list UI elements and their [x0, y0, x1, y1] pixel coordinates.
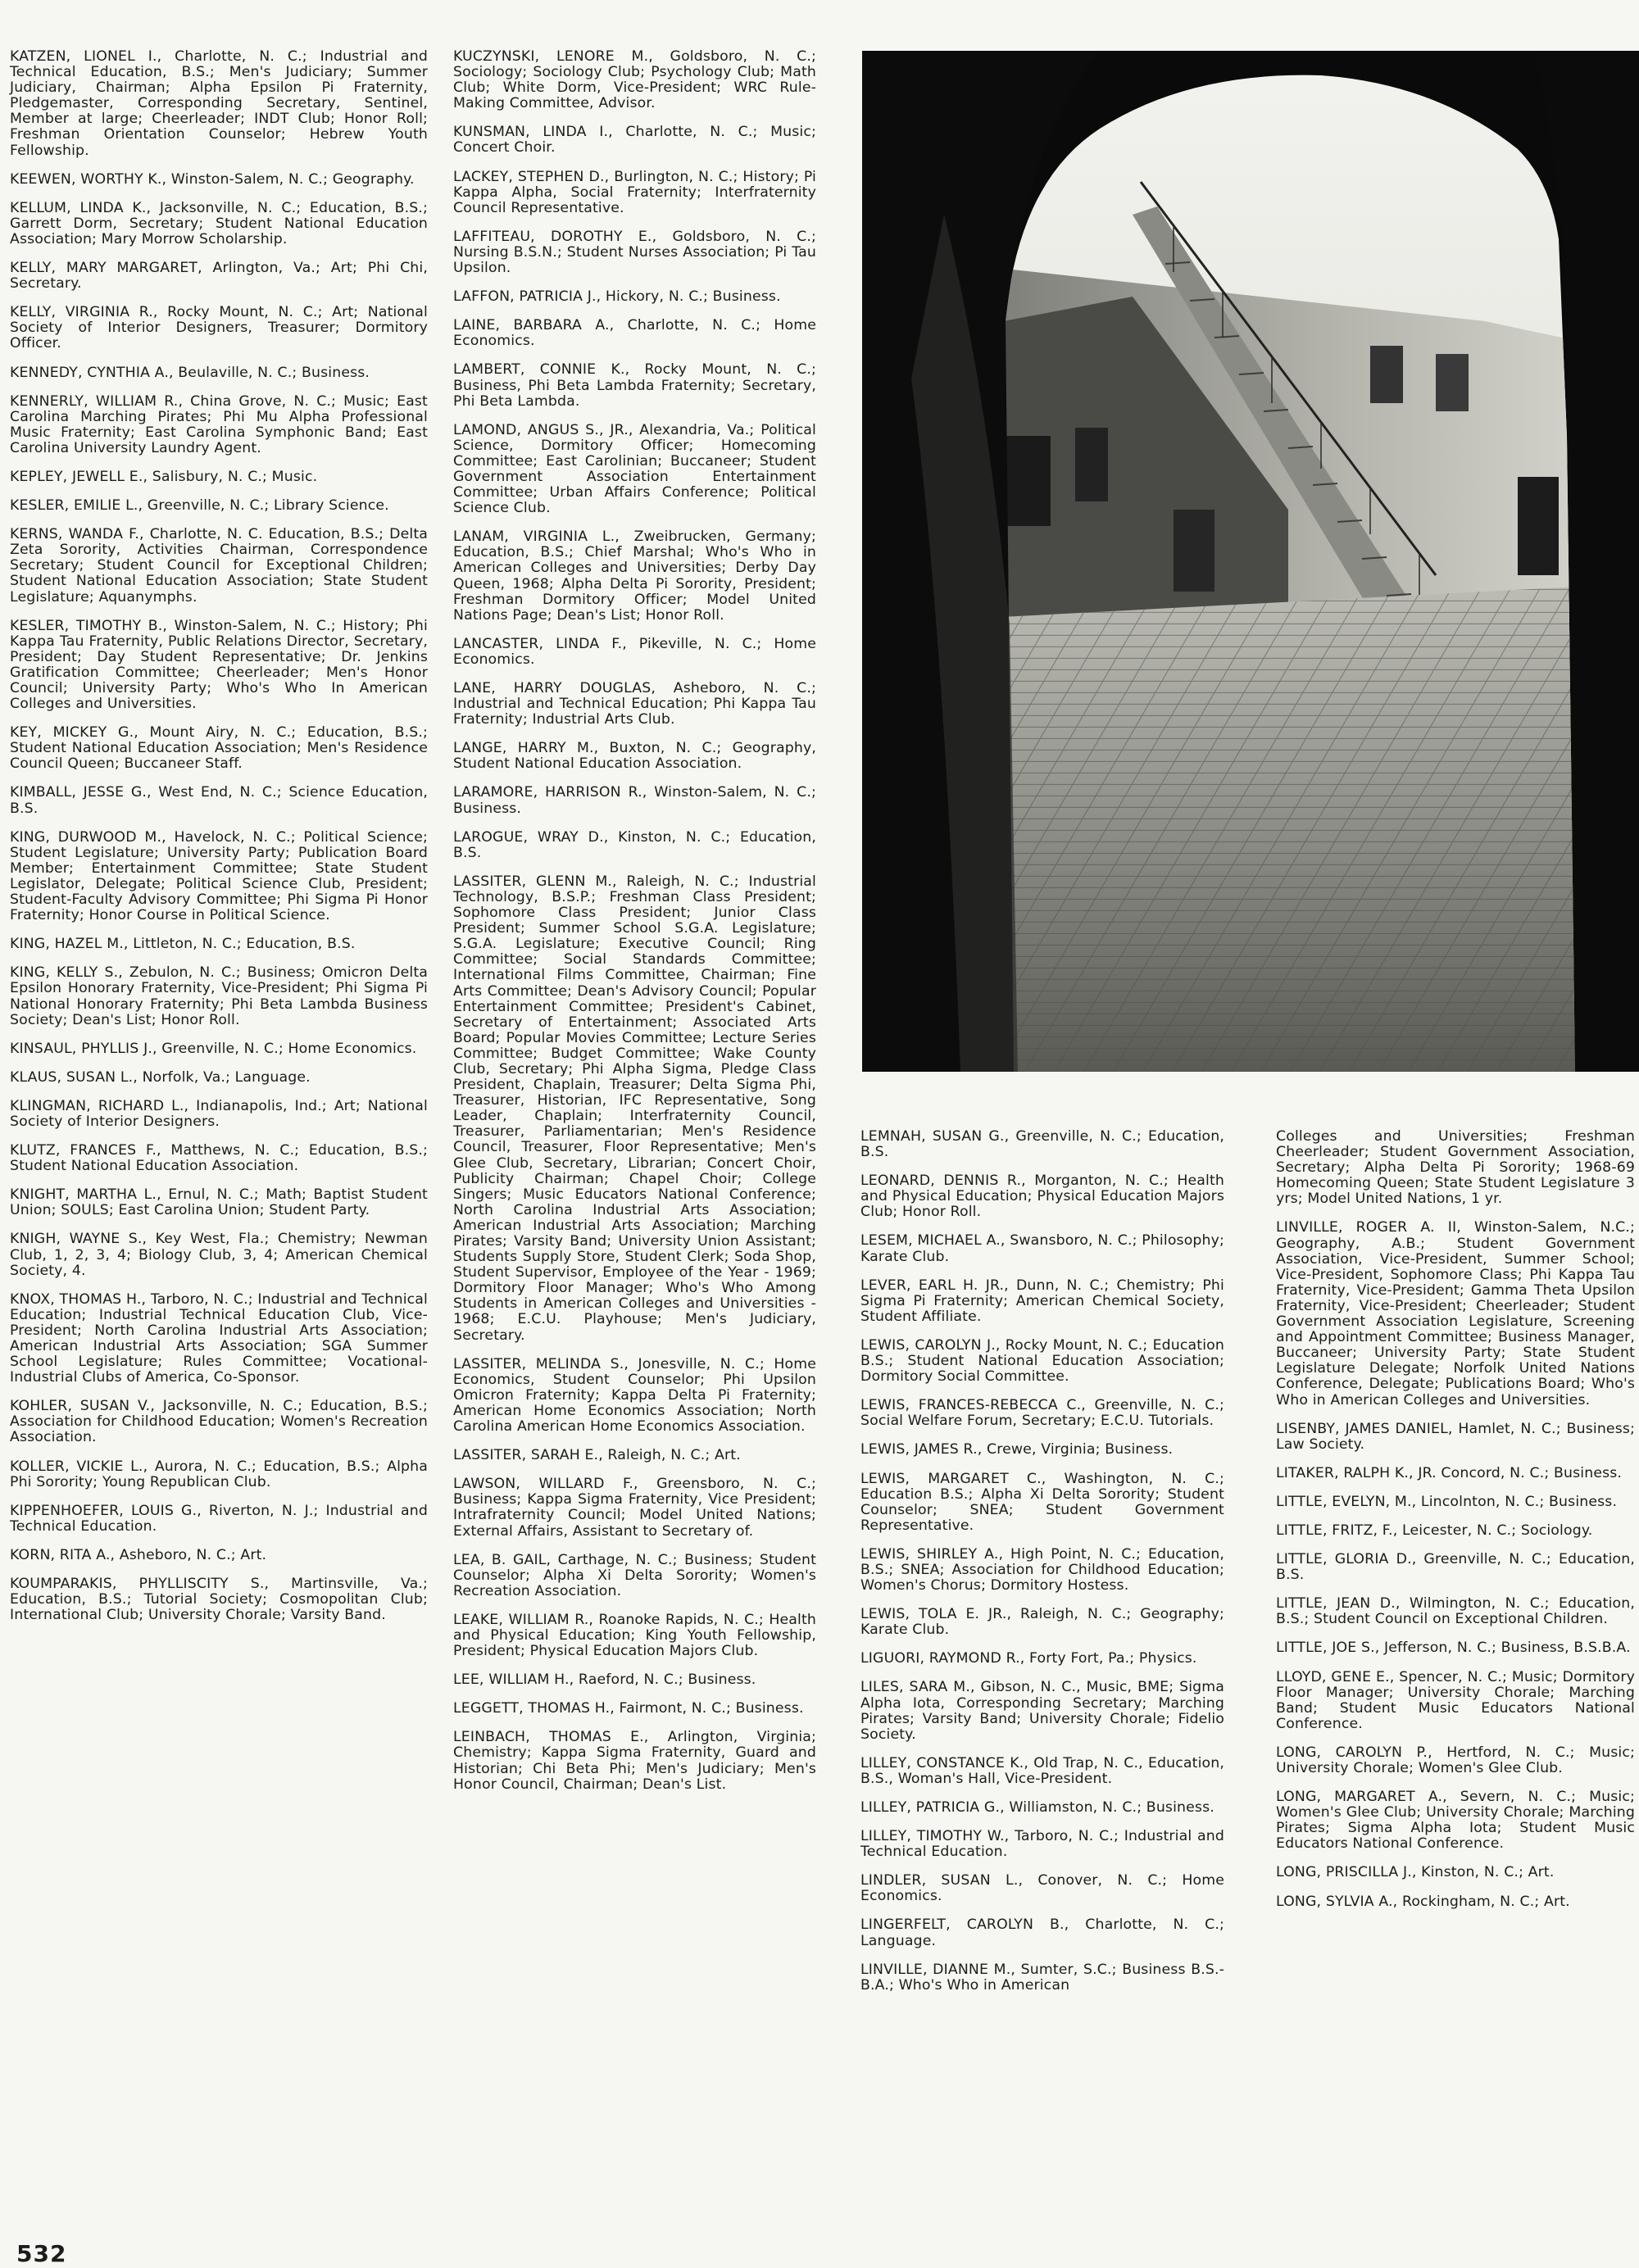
directory-entry: LEWIS, CAROLYN J., Rocky Mount, N. C.; Education B.S.; Student National Education Association; Dormitory Social Committee. [860, 1336, 1224, 1386]
directory-entry: KOHLER, SUSAN V., Jacksonville, N. C.; Education, B.S.; Association for Childhood Education; Women's Recreation Association. [10, 1398, 428, 1446]
page-number: 532 [16, 2240, 67, 2267]
directory-entry: LANCASTER, LINDA F., Pikeville, N. C.; Home Economics. [453, 635, 816, 668]
directory-entry: KORN, RITA A., Asheboro, N. C.; Art. [10, 1546, 267, 1563]
directory-entry: KING, HAZEL M., Littleton, N. C.; Education, B.S. [10, 936, 356, 953]
directory-entry: KUNSMAN, LINDA I., Charlotte, N. C.; Music; Concert Choir. [453, 124, 816, 156]
directory-entry: LISENBY, JAMES DANIEL, Hamlet, N. C.; Business; Law Society. [1276, 1420, 1635, 1453]
directory-entry: LONG, PRISCILLA J., Kinston, N. C.; Art. [1276, 1864, 1555, 1881]
directory-entry: LLOYD, GENE E., Spencer, N. C.; Music; Dormitory Floor Manager; University Chorale; Marching Band; Student Music Educators National Conference. [1276, 1668, 1635, 1732]
directory-entry: KENNERLY, WILLIAM R., China Grove, N. C.; Music; East Carolina Marching Pirates; Phi Mu Alpha Professional Music Fraternity; East Carolina Symphonic Band; East Carolina University Laundry Agent. [10, 392, 428, 456]
directory-entry: LILLEY, PATRICIA G., Williamston, N. C.; Business. [860, 1799, 1214, 1816]
directory-entry: LAMBERT, CONNIE K., Rocky Mount, N. C.; Business, Phi Beta Lambda Fraternity; Secretary, Phi Beta Lambda. [453, 361, 816, 410]
directory-entry: LINVILLE, ROGER A. II, Winston-Salem, N.C.; Geography, A.B.; Student Government Association, Vice-President, Summer School; Vice-President, Sophomore Class; Phi Kappa Tau Fraternity, Vice-President; Gamma Theta Upsilon Fraternity, Vice-President; Cheerleader; Student Government Association Legislature, Screening and Appointment Committee; Business Manager, Buccaneer; University Party; State Student Legislature Delegate; Norfolk United Nations Conference, Delegate; Publications Board; Who's Who in American Colleges and Universities. [1276, 1219, 1635, 1408]
directory-entry: KERNS, WANDA F., Charlotte, N. C. Education, B.S.; Delta Zeta Sorority, Activities Chairman, Correspondence Secretary; Student Council for Exceptional Children; Student National Education Association; State Student Legislature; Aquanymphs. [10, 526, 428, 606]
directory-entry: LEGGETT, THOMAS H., Fairmont, N. C.; Business. [453, 1700, 804, 1717]
directory-entry: LEVER, EARL H. JR., Dunn, N. C.; Chemistry; Phi Sigma Pi Fraternity; American Chemical Society, Student Affiliate. [860, 1277, 1224, 1325]
directory-entry: KESLER, EMILIE L., Greenville, N. C.; Library Science. [10, 497, 389, 515]
directory-entry: KENNEDY, CYNTHIA A., Beulaville, N. C.; Business. [10, 364, 370, 381]
directory-entry: LESEM, MICHAEL A., Swansboro, N. C.; Philosophy; Karate Club. [860, 1232, 1224, 1265]
directory-entry: KEY, MICKEY G., Mount Airy, N. C.; Education, B.S.; Student National Education Association; Men's Residence Council Queen; Buccaneer Staff. [10, 724, 428, 773]
directory-entry: LILES, SARA M., Gibson, N. C., Music, BME; Sigma Alpha Iota, Corresponding Secretary; Marching Pirates; Varsity Band; University Chorale; Fidelio Society. [860, 1679, 1224, 1743]
directory-entry: LITTLE, JEAN D., Wilmington, N. C.; Education, B.S.; Student Council on Exceptional Children. [1276, 1595, 1635, 1628]
directory-entry: LANGE, HARRY M., Buxton, N. C.; Geography, Student National Education Association. [453, 740, 816, 773]
directory-entry: LAINE, BARBARA A., Charlotte, N. C.; Home Economics. [453, 317, 816, 350]
directory-entry: LITAKER, RALPH K., JR. Concord, N. C.; Business. [1276, 1464, 1623, 1481]
directory-entry: LAWSON, WILLARD F., Greensboro, N. C.; Business; Kappa Sigma Fraternity, Vice President; Intrafraternity Council; Model United Nations; External Affairs, Assistant to Secretary of. [453, 1476, 816, 1540]
directory-entry: LAROGUE, WRAY D., Kinston, N. C.; Education, B.S. [453, 828, 816, 861]
directory-entry: LEWIS, FRANCES-REBECCA C., Greenville, N. C.; Social Welfare Forum, Secretary; E.C.U. Tutorials. [860, 1397, 1224, 1430]
directory-entry: KNIGHT, MARTHA L., Ernul, N. C.; Math; Baptist Student Union; SOULS; East Carolina Union; Student Party. [10, 1186, 428, 1219]
directory-entry: LEAKE, WILLIAM R., Roanoke Rapids, N. C.; Health and Physical Education; King Youth Fellowship, President; Physical Education Majors Club. [453, 1611, 816, 1660]
directory-entry: LONG, SYLVIA A., Rockingham, N. C.; Art. [1276, 1893, 1570, 1910]
text-column-1 [10, 49, 428, 1636]
directory-entry: LACKEY, STEPHEN D., Burlington, N. C.; History; Pi Kappa Alpha, Social Fraternity; Interfraternity Council Representative. [453, 168, 816, 216]
directory-entry: KUCZYNSKI, LENORE M., Goldsboro, N. C.; Sociology; Sociology Club; Psychology Club; Math Club; White Dorm, Vice-President; WRC Rule-Making Committee, Advisor. [453, 48, 816, 112]
directory-entry: LILLEY, CONSTANCE K., Old Trap, N. C., Education, B.S., Woman's Hall, Vice-President. [860, 1754, 1224, 1787]
directory-entry: LASSITER, MELINDA S., Jonesville, N. C.; Home Economics, Student Counselor; Phi Upsilon Omicron Fraternity; Kappa Delta Pi Fraternity; American Home Economics Association; North Carolina American Home Economics Association. [453, 1355, 816, 1436]
directory-entry: LANE, HARRY DOUGLAS, Asheboro, N. C.; Industrial and Technical Education; Phi Kappa Tau Fraternity; Industrial Arts Club. [453, 680, 816, 728]
directory-entry: KINSAUL, PHYLLIS J., Greenville, N. C.; Home Economics. [10, 1040, 417, 1057]
directory-entry: LITTLE, EVELYN, M., Lincolnton, N. C.; Business. [1276, 1493, 1618, 1510]
text-column-3 [860, 1129, 1224, 2007]
directory-entry: LEMNAH, SUSAN G., Greenville, N. C.; Education, B.S. [860, 1128, 1224, 1161]
directory-entry: LONG, CAROLYN P., Hertford, N. C.; Music; University Chorale; Women's Glee Club. [1276, 1744, 1635, 1776]
directory-entry: LEWIS, MARGARET C., Washington, N. C.; Education B.S.; Alpha Xi Delta Sorority; Student Counselor; SNEA; Student Government Representative. [860, 1470, 1224, 1534]
text-column-4 [1276, 1129, 1635, 1923]
directory-entry: KIPPENHOEFER, LOUIS G., Riverton, N. J.; Industrial and Technical Education. [10, 1502, 428, 1535]
directory-entry: LEWIS, TOLA E. JR., Raleigh, N. C.; Geography; Karate Club. [860, 1606, 1224, 1639]
directory-entry: LONG, MARGARET A., Severn, N. C.; Music; Women's Glee Club; University Chorale; Marching Pirates; Sigma Alpha Iota; Student Music Educators National Conference. [1276, 1789, 1635, 1853]
directory-entry: KEEWEN, WORTHY K., Winston-Salem, N. C.; Geography. [10, 170, 415, 188]
directory-entry: LILLEY, TIMOTHY W., Tarboro, N. C.; Industrial and Technical Education. [860, 1828, 1224, 1861]
directory-entry: KELLY, MARY MARGARET, Arlington, Va.; Art; Phi Chi, Secretary. [10, 260, 428, 293]
directory-entry: KELLUM, LINDA K., Jacksonville, N. C.; Education, B.S.; Garrett Dorm, Secretary; Student National Education Association; Mary Morrow Scholarship. [10, 199, 428, 247]
directory-entry: Colleges and Universities; Freshman Cheerleader; Student Government Association, Secretary; Alpha Delta Pi Sorority; 1968-69 Homecoming Queen; State Student Legislature 3 yrs; Model United Nations, 1 yr. [1276, 1128, 1635, 1208]
directory-entry: LINGERFELT, CAROLYN B., Charlotte, N. C.; Language. [860, 1916, 1224, 1949]
directory-entry: KLAUS, SUSAN L., Norfolk, Va.; Language. [10, 1068, 311, 1086]
directory-entry: LEA, B. GAIL, Carthage, N. C.; Business; Student Counselor; Alpha Xi Delta Sorority; Women's Recreation Association. [453, 1551, 816, 1599]
directory-entry: KIMBALL, JESSE G., West End, N. C.; Science Education, B.S. [10, 784, 428, 817]
directory-entry: KOLLER, VICKIE L., Aurora, N. C.; Education, B.S.; Alpha Phi Sorority; Young Republican Club. [10, 1458, 428, 1490]
directory-entry: KOUMPARAKIS, PHYLLISCITY S., Martinsville, Va.; Education, B.S.; Tutorial Society; Cosmopolitan Club; International Club; University Chorale; Varsity Band. [10, 1576, 428, 1624]
directory-entry: KING, DURWOOD M., Havelock, N. C.; Political Science; Student Legislature; University Party; Publication Board Member; Entertainment Committee; State Student Legislator, Delegate; Political Science Club, President; Student-Faculty Advisory Committee; Phi Sigma Pi Honor Fraternity; Honor Course in Political Science. [10, 828, 428, 924]
directory-entry: LITTLE, JOE S., Jefferson, N. C.; Business, B.S.B.A. [1276, 1640, 1631, 1657]
directory-entry: KEPLEY, JEWELL E., Salisbury, N. C.; Music. [10, 468, 318, 485]
directory-entry: LITTLE, FRITZ, F., Leicester, N. C.; Sociology. [1276, 1522, 1593, 1539]
directory-entry: LAMOND, ANGUS S., JR., Alexandria, Va.; Political Science, Dormitory Officer; Homecoming Committee; East Carolinian; Buccaneer; Student Government Association Entertainment Committee; Urban Affairs Conference; Political Science Club. [453, 421, 816, 517]
directory-entry: LEINBACH, THOMAS E., Arlington, Virginia; Chemistry; Kappa Sigma Fraternity, Guard and Historian; Chi Beta Phi; Men's Judiciary; Men's Honor Council, Chairman; Dean's List. [453, 1729, 816, 1793]
directory-entry: LEONARD, DENNIS R., Morganton, N. C.; Health and Physical Education; Physical Education Majors Club; Honor Roll. [860, 1173, 1224, 1221]
directory-entry: LINVILLE, DIANNE M., Sumter, S.C.; Business B.S.-B.A.; Who's Who in American [860, 1961, 1224, 1994]
directory-entry: KATZEN, LIONEL I., Charlotte, N. C.; Industrial and Technical Education, B.S.; Men's Judiciary; Summer Judiciary, Chairman; Alpha Epsilon Pi Fraternity, Pledgemaster, Corresponding Secretary, Sentinel, Member at large; Cheerleader; INDT Club; Honor Roll; Freshman Orientation Counselor; Hebrew Youth Fellowship. [10, 48, 428, 159]
directory-entry: LARAMORE, HARRISON R., Winston-Salem, N. C.; Business. [453, 784, 816, 817]
directory-entry: LEWIS, SHIRLEY A., High Point, N. C.; Education, B.S.; SNEA; Association for Childhood Education; Women's Chorus; Dormitory Hostess. [860, 1545, 1224, 1594]
directory-entry: LEWIS, JAMES R., Crewe, Virginia; Business. [860, 1441, 1174, 1458]
directory-entry: KLINGMAN, RICHARD L., Indianapolis, Ind.; Art; National Society of Interior Designers. [10, 1097, 428, 1130]
directory-entry: KNOX, THOMAS H., Tarboro, N. C.; Industrial and Technical Education; Industrial Technical Education Club, Vice-President; North Carolina Industrial Arts Association; American Industrial Arts Association; SGA Summer School Legislature; Rules Committee; Vocational-Industrial Clubs of America, Co-Sponsor. [10, 1290, 428, 1386]
directory-entry: LITTLE, GLORIA D., Greenville, N. C.; Education, B.S. [1276, 1551, 1635, 1584]
directory-entry: KNIGH, WAYNE S., Key West, Fla.; Chemistry; Newman Club, 1, 2, 3, 4; Biology Club, 3, 4; American Chemical Society, 4. [10, 1231, 428, 1279]
directory-entry: LAFFITEAU, DOROTHY E., Goldsboro, N. C.; Nursing B.S.N.; Student Nurses Association; Pi Tau Upsilon. [453, 228, 816, 277]
directory-entry: KELLY, VIRGINIA R., Rocky Mount, N. C.; Art; National Society of Interior Designers, Treasurer; Dormitory Officer. [10, 304, 428, 352]
archway-staircase-courtyard-photo [862, 51, 1639, 1072]
directory-entry: LEE, WILLIAM H., Raeford, N. C.; Business. [453, 1672, 756, 1689]
directory-entry: LIGUORI, RAYMOND R., Forty Fort, Pa.; Physics. [860, 1650, 1197, 1667]
directory-entry: KESLER, TIMOTHY B., Winston-Salem, N. C.; History; Phi Kappa Tau Fraternity, Public Relations Director, Secretary, President; Day Student Representative; Dr. Jenkins Gratification Committee; Cheerleader; Men's Honor Council; University Party; Who's Who In American Colleges and Universities. [10, 617, 428, 713]
directory-entry: LAFFON, PATRICIA J., Hickory, N. C.; Business. [453, 288, 781, 306]
directory-entry: LINDLER, SUSAN L., Conover, N. C.; Home Economics. [860, 1872, 1224, 1905]
directory-entry: LASSITER, SARAH E., Raleigh, N. C.; Art. [453, 1447, 741, 1464]
text-column-2 [453, 49, 816, 1806]
directory-entry: LANAM, VIRGINIA L., Zweibrucken, Germany; Education, B.S.; Chief Marshal; Who's Who in American Colleges and Universities; Derby Day Queen, 1968; Alpha Delta Pi Sorority, President; Freshman Dormitory Officer; Model United Nations Page; Dean's List; Honor Roll. [453, 528, 816, 624]
directory-entry: KLUTZ, FRANCES F., Matthews, N. C.; Education, B.S.; Student National Education Association. [10, 1142, 428, 1175]
directory-entry: KING, KELLY S., Zebulon, N. C.; Business; Omicron Delta Epsilon Honorary Fraternity, Vice-President; Phi Sigma Pi National Honorary Fraternity; Phi Beta Lambda Business Society; Dean's List; Honor Roll. [10, 964, 428, 1028]
directory-entry: LASSITER, GLENN M., Raleigh, N. C.; Industrial Technology, B.S.P.; Freshman Class President; Sophomore Class President; Junior Class President; Summer School S.G.A. Legislature; S.G.A. Legislature; Executive Council; Ring Committee; Social Standards Committee; International Films Committee, Chairman; Fine Arts Committee; Dean's Advisory Council; Popular Entertainment Committee; President's Cabinet, Secretary of Entertainment; Associated Arts Board; Popular Movies Committee; Lecture Series Committee; Budget Committee; Wake County Club, Secretary; Phi Alpha Sigma, Pledge Class President, Chaplain, Treasurer; Delta Sigma Phi, Treasurer, Historian, IFC Representative, Song Leader, Chaplain; Interfraternity Council, Treasurer, Parliamentarian; Men's Residence Council, Treasurer, Floor Representative; Men's Glee Club, Secretary, Librarian; Concert Choir, Publicity Chairman; Chapel Choir; College Singers; Music Educators National Conference; North Carolina Industrial Arts Association; American Industrial Arts Association; Marching Pirates; Varsity Band; University Union Assistant; Students Supply Store, Student Clerk; Soda Shop, Student Supervisor, Employee of the Year - 1969; Dormitory Floor Manager; Who's Who Among Students in American Colleges and Universities - 1968; E.C.U. Playhouse; Men's Judiciary, Secretary. [453, 873, 816, 1344]
